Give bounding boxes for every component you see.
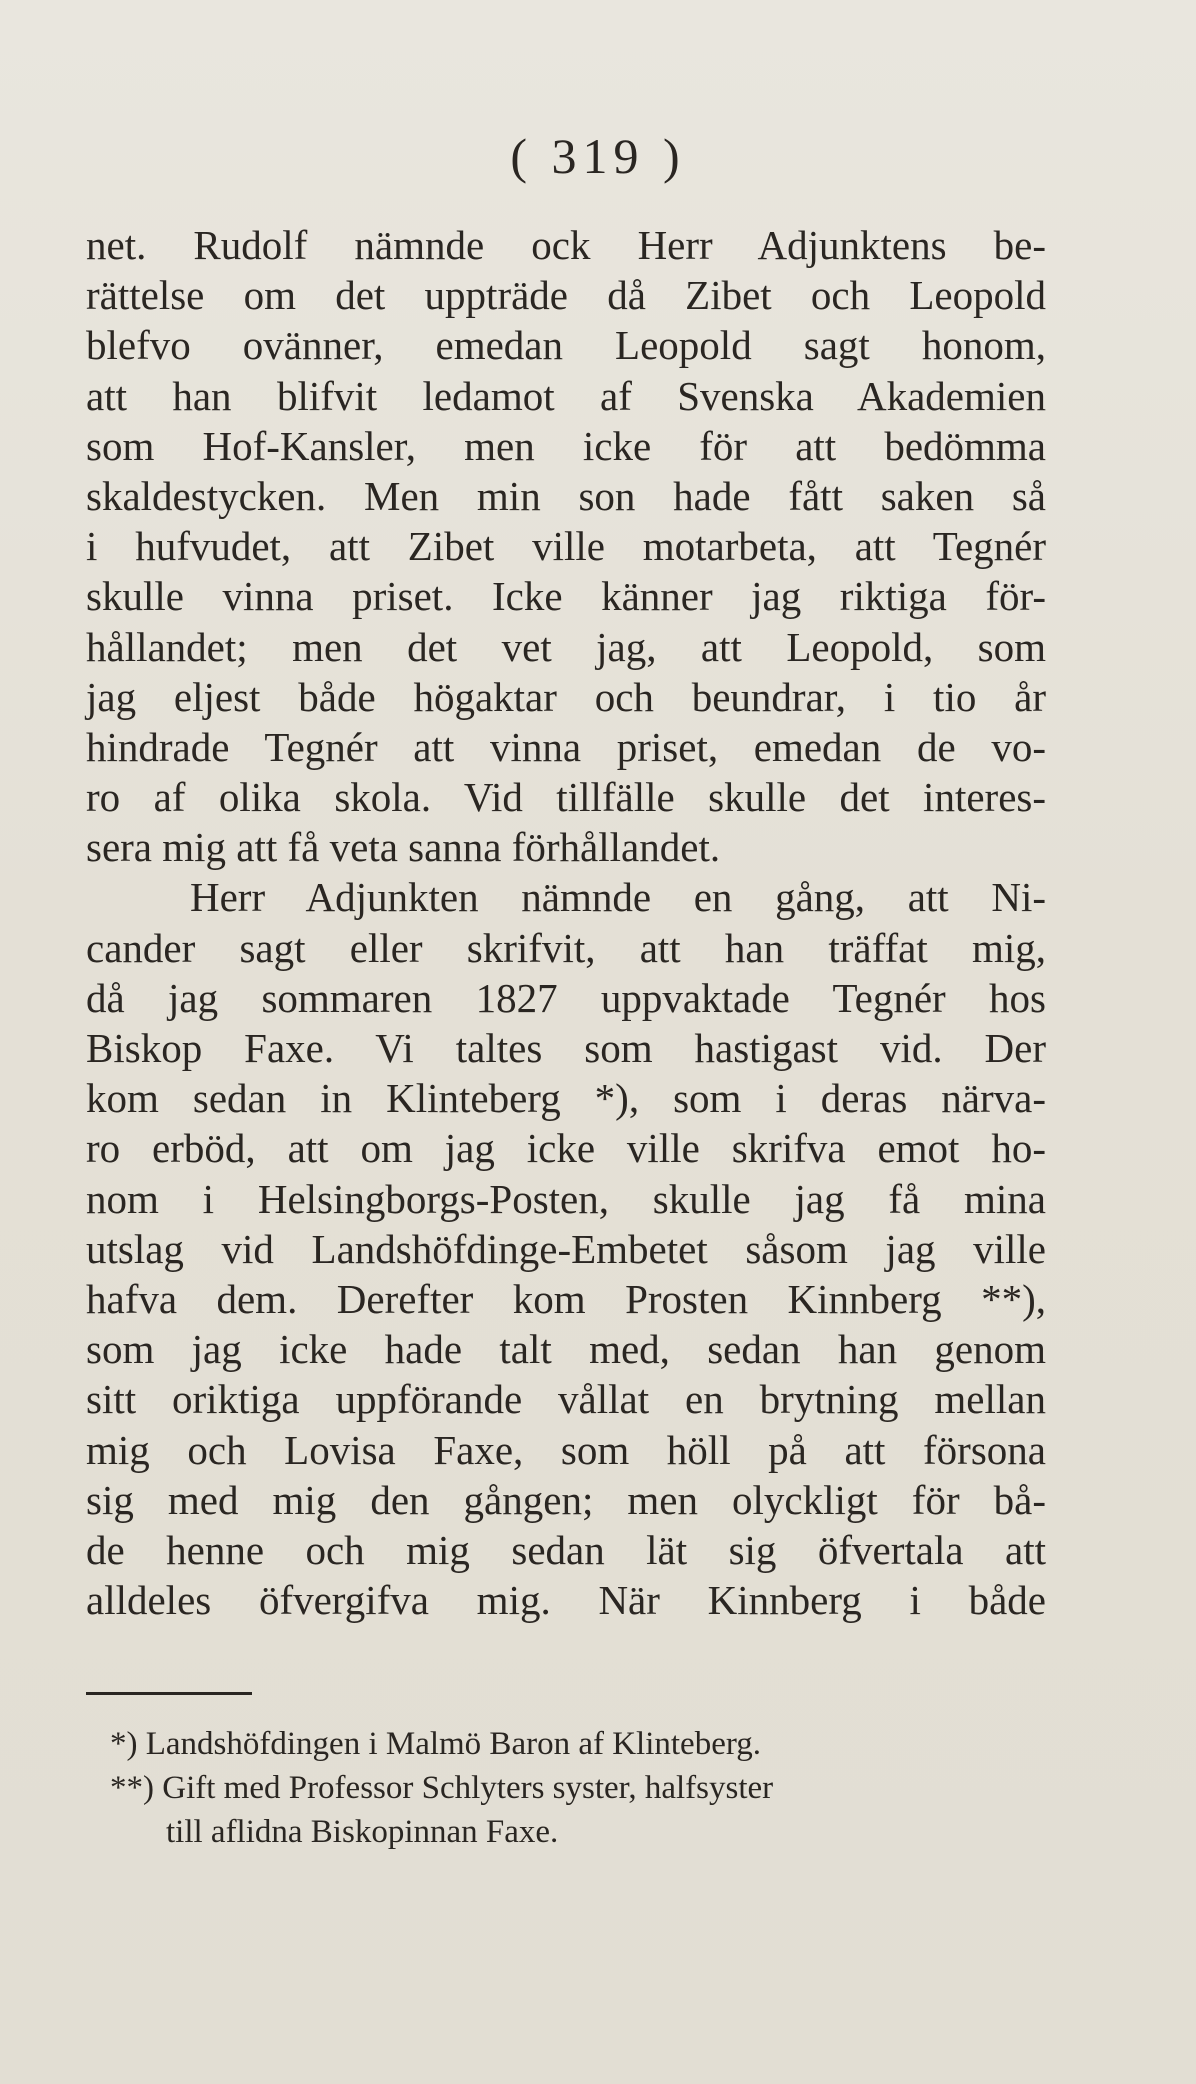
footnote-divider	[86, 1692, 252, 1695]
text-line: i hufvudet, att Zibet ville motarbeta, att Tegnér	[86, 523, 1046, 570]
text-line: sig med mig den gången; men olyckligt för bå-	[86, 1476, 1046, 1523]
footnote-2: **) Gift med Professor Schlyters syster, halfsyster	[110, 1770, 774, 1806]
text-line: som Hof-Kansler, men icke för att bedömma	[86, 422, 1046, 469]
text-line: som jag icke hade talt med, sedan han genom	[86, 1326, 1046, 1373]
text-line: ro erböd, att om jag icke ville skrifva emot ho-	[86, 1125, 1046, 1172]
text-line: ro af olika skola. Vid tillfälle skulle det interes-	[86, 774, 1046, 821]
text-line: alldeles öfvergifva mig. När Kinnberg i både	[86, 1577, 1046, 1624]
footnotes	[110, 1722, 1030, 1854]
text-line: Herr Adjunkten nämnde en gång, att Ni-	[190, 874, 1046, 921]
text-line: hållandet; men det vet jag, att Leopold, som	[86, 623, 1046, 670]
text-line: att han blifvit ledamot af Svenska Akademien	[86, 372, 1046, 419]
text-line: utslag vid Landshöfdinge-Embetet såsom jag ville	[86, 1225, 1046, 1272]
text-line: de henne och mig sedan lät sig öfvertala att	[86, 1526, 1046, 1573]
text-line: jag eljest både högaktar och beundrar, i tio år	[86, 673, 1046, 720]
text-line: skaldestycken. Men min son hade fått saken så	[86, 472, 1046, 519]
page-number: ( 319 )	[510, 128, 686, 184]
text-line: net. Rudolf nämnde ock Herr Adjunktens be-	[86, 222, 1046, 268]
footnote-2-continuation: till aflidna Biskopinnan Faxe.	[166, 1814, 559, 1850]
text-line: skulle vinna priset. Icke känner jag riktiga för-	[86, 573, 1046, 620]
footnote-1: *) Landshöfdingen i Malmö Baron af Klinteberg.	[110, 1726, 761, 1762]
text-line: blefvo ovänner, emedan Leopold sagt honom,	[86, 322, 1046, 369]
text-line: hindrade Tegnér att vinna priset, emedan de vo-	[86, 723, 1046, 770]
text-line: hafva dem. Derefter kom Prosten Kinnberg **),	[86, 1275, 1046, 1322]
text-line: rättelse om det uppträde då Zibet och Leopold	[86, 272, 1046, 319]
text-line: cander sagt eller skrifvit, att han träffat mig,	[86, 924, 1046, 971]
text-line: nom i Helsingborgs-Posten, skulle jag få mina	[86, 1175, 1046, 1222]
text-line: sera mig att få veta sanna förhållandet.	[86, 824, 721, 871]
text-line: sitt oriktiga uppförande vållat en brytning mellan	[86, 1376, 1046, 1423]
text-line: Biskop Faxe. Vi taltes som hastigast vid. Der	[86, 1025, 1046, 1071]
text-line: mig och Lovisa Faxe, som höll på att försona	[86, 1426, 1046, 1473]
text-line: kom sedan in Klinteberg *), som i deras närva-	[86, 1075, 1046, 1122]
text-line: då jag sommaren 1827 uppvaktade Tegnér hos	[86, 974, 1046, 1021]
body-text	[86, 220, 1046, 1625]
